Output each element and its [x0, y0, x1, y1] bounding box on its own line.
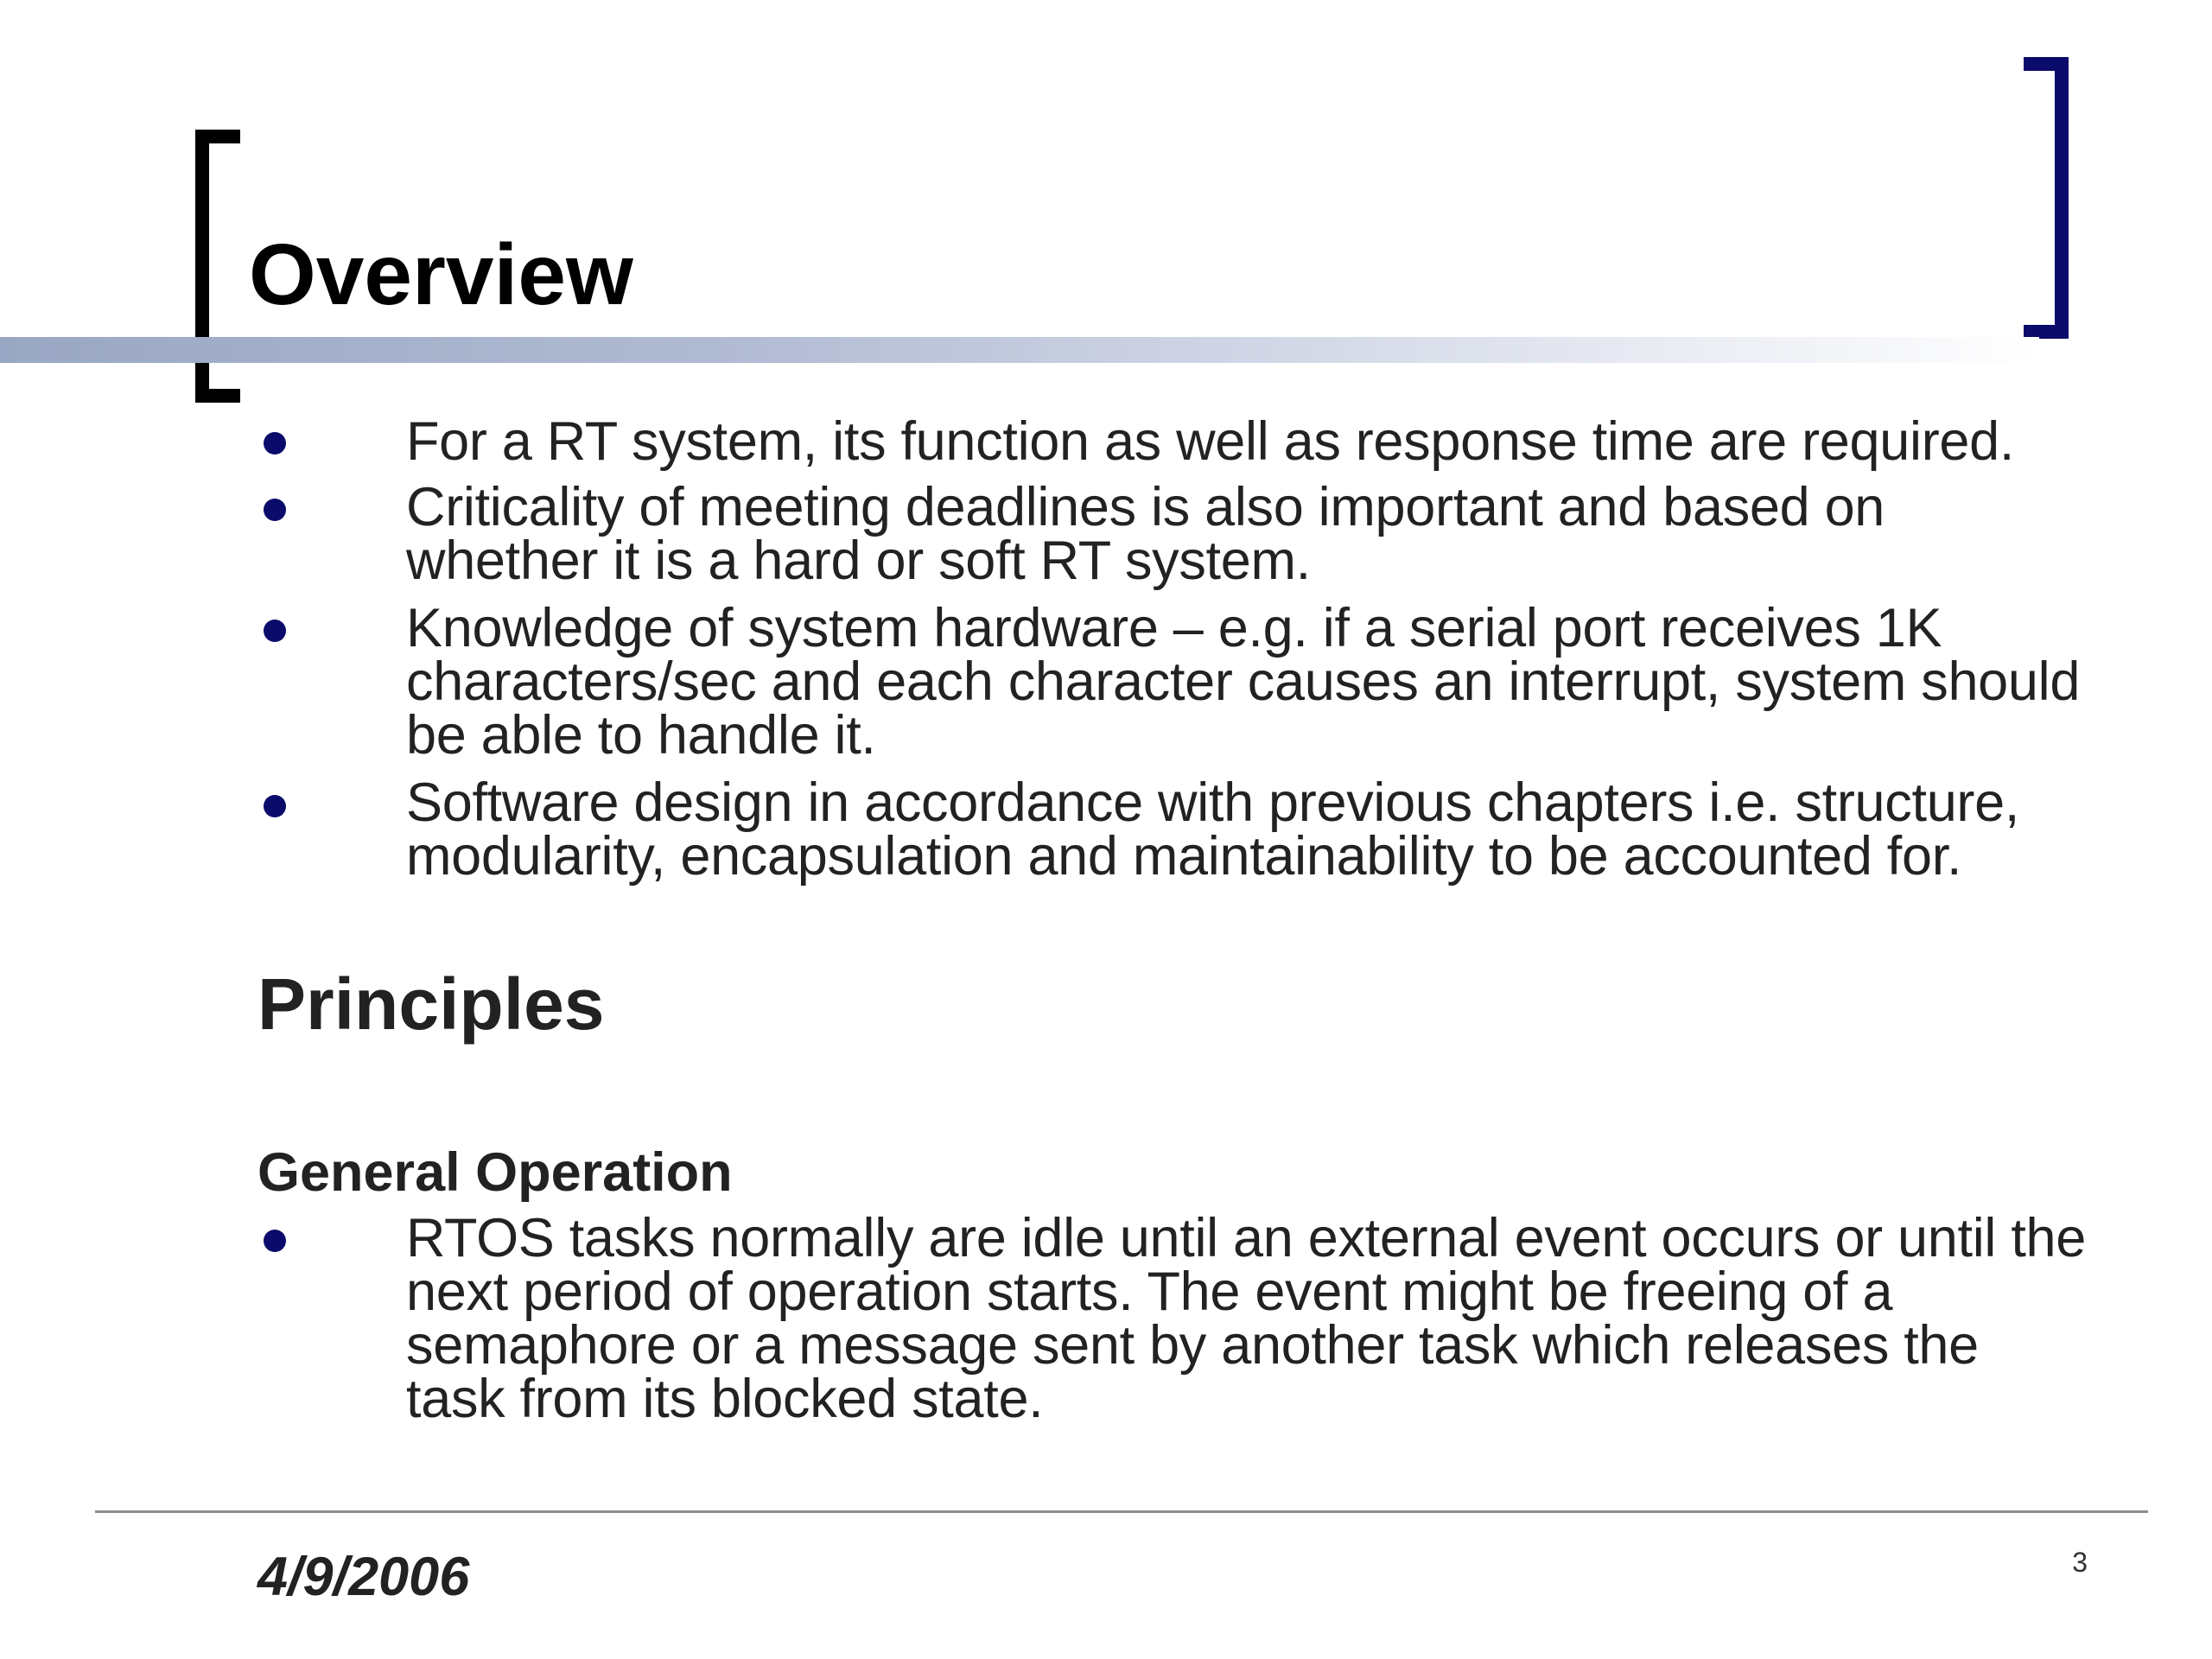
slide-title: Overview — [249, 226, 633, 323]
section-heading: Principles — [257, 963, 605, 1045]
right-bracket-decoration — [2024, 57, 2069, 339]
page-number: 3 — [2072, 1547, 2088, 1578]
sub-heading: General Operation — [257, 1142, 733, 1203]
bullet-text: Criticality of meeting deadlines is also important and based on whether it is a hard or soft RT system. — [406, 477, 1885, 591]
bullet-icon — [264, 620, 286, 642]
bullet-text: Knowledge of system hardware – e.g. if a serial port receives 1K characters/sec and each character causes an interrupt, system should be able to handle it. — [406, 598, 2081, 766]
bullet-icon — [264, 432, 286, 454]
bullet-icon — [264, 1230, 286, 1252]
bullet-icon — [264, 795, 286, 817]
bullet-text: Software design in accordance with previous chapters i.e. structure, modularity, encapsulation and maintainability to be accounted for. — [406, 772, 2020, 887]
title-underline-gradient — [0, 337, 2039, 363]
bullet-icon — [264, 499, 286, 521]
bullet-text: RTOS tasks normally are idle until an external event occurs or until the next period of operation starts. The event might be freeing of a semaphore or a message sent by another task which releases the task from its blocked state. — [406, 1208, 2087, 1429]
footer-divider — [95, 1510, 2148, 1513]
bullet-text: For a RT system, its function as well as response time are required. — [406, 411, 2015, 472]
footer-date: 4/9/2006 — [257, 1547, 470, 1607]
